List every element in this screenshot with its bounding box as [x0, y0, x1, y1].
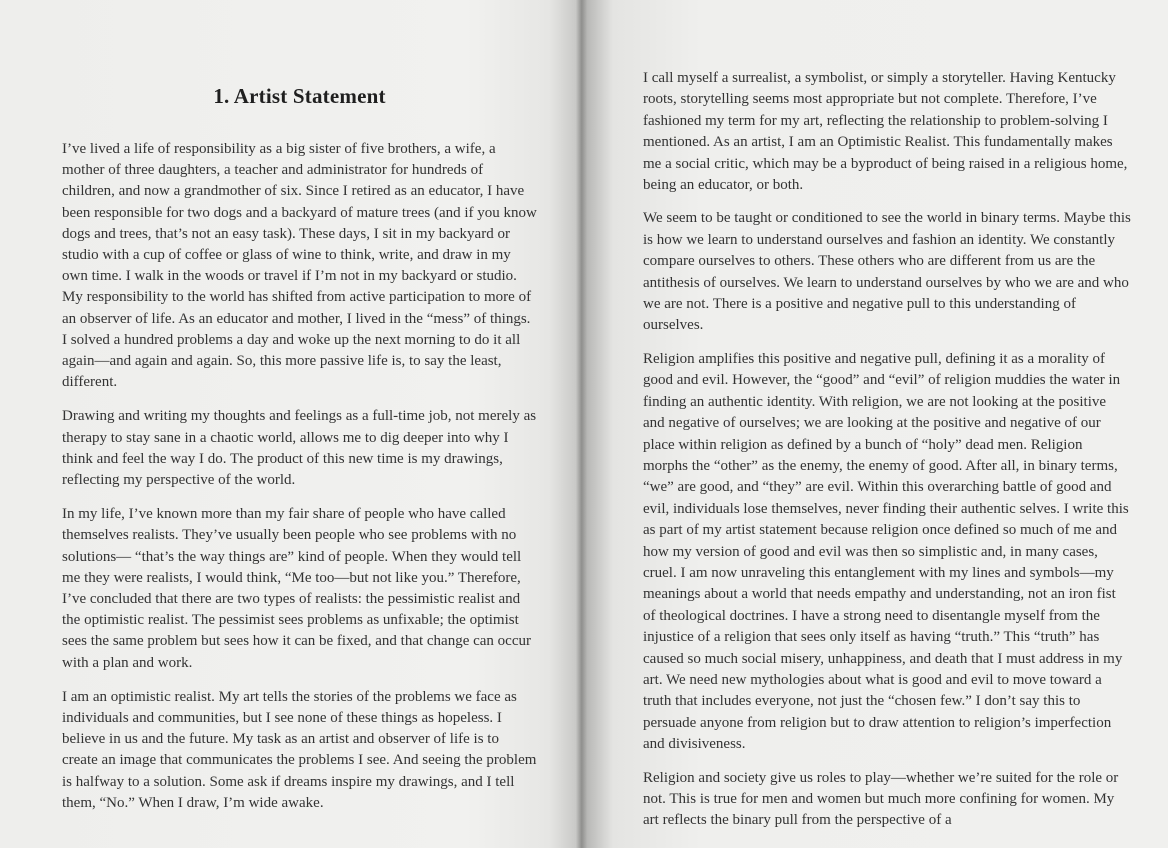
paragraph-optimistic-realist: I am an optimistic realist. My art tells the stories of the problems we face as individuals and communities, but I see none of these things as hopeless. I believe in us and the future. My task as an artist and observer of life is to create an image that communicates the problems I see. And seeing the problem is halfway to a solution. Some ask if dreams inspire my drawings, and I tell them, “No.” When I draw, I’m wide awake.: [62, 688, 537, 811]
paragraph-life-of-responsibility: I’ve lived a life of responsibility as a big sister of five brothers, a wife, a mother of three daughters, a teacher and administrator for hundreds of children, and now a grandmother of six. Since I retired as an educator, I have been responsible for two dogs and a backyard of mature trees (and if you know dogs and trees, that’s not an easy task). These days, I sit in my backyard or studio with a cup of coffee or glass of wine to think, write, and draw in my own time. I walk in the woods or travel if I’m not in my backyard or studio.: [62, 141, 537, 285]
paragraph-storyteller: I call myself a surrealist, a symbolist, or simply a storyteller. Having Kentucky roots, storytelling seems most appropriate but not complete. Therefore, I’ve fashioned my term for my art, reflecting the relationship to problem-solving I mentioned. As an artist, I am an Optimistic Realist. This fundamentally makes me a social critic, which may be a byproduct of being raised in a religious home, being an educator, or both.: [643, 70, 1128, 194]
paragraph-roles-to-play: Religion and society give us roles to play—whether we’re suited for the role or not. This is true for men and women but much more confining for women. My art reflects the binary pull from the perspective of a: [643, 769, 1119, 829]
right-page: [588, 0, 1168, 848]
left-page: [0, 0, 582, 848]
right-page-text: [643, 68, 1131, 844]
paragraph-observer-of-life: My responsibility to the world has shifted from active participation to more of an observer of life. As an educator and mother, I lived in the “mess” of things. I solved a hundred problems a day and woke up the next morning to do it all again—and again and again. So, this more passive life is, to say the least, different.: [62, 289, 532, 391]
paragraph-two-types-of-realists: In my life, I’ve known more than my fair share of people who have called themselves realists. They’ve usually been people who see problems with no solutions— “that’s the way things are” kind of people. When they would tell me they were realists, I would think, “Me too—but not like you.” Therefore, I’ve concluded that there are two types of realists: the pessimistic realist and the optimistic realist. The pessimist sees problems as unfixable; the optimist sees the same problem but sees how it can be fixed, and that change can occur with a plan and work.: [62, 506, 531, 671]
chapter-title: 1. Artist Statement: [213, 84, 386, 108]
paragraph-drawing-and-writing: Drawing and writing my thoughts and feelings as a full-time job, not merely as therapy to stay sane in a chaotic world, allows me to dig deeper into why I think and feel the way I do. The product of this new time is my drawings, reflecting my perspective of the world.: [62, 408, 537, 489]
paragraph-religion-morality: Religion amplifies this positive and negative pull, defining it as a morality of good and evil. However, the “good” and “evil” of religion muddies the water in finding an authentic identity. With religion, we are not looking at the positive and negative of ourselves; we are looking at the positive and negative of our place within religion as defined by a bunch of “holy” dead men. Religion morphs the “other” as the enemy, the enemy of good. After all, in binary terms, “we” are good, and “they” are evil. Within this overarching battle of good and evil, individuals lose themselves, never finding their authentic selves. I write this as part of my artist statement because religion once defined so much of me and how my version of good and evil was then so simplistic and, in many cases, cruel. I am now unraveling this entanglement with my lines and symbols—my meanings about a world that needs empathy and understanding, not an iron fist of theological doctrines. I have a strong need to disentangle myself from the injustice of a religion that sees only itself as having “truth.” This “truth” has caused so much social misery, unhappiness, and death that I must address in my art. We need new mythologies about what is good and evil to move toward a truth that includes everyone, not just the “chosen few.” I don’t say this to persuade anyone from religion but to draw attention to religion’s imperfection and divisiveness.: [643, 350, 1129, 753]
paragraph-binary-terms: We seem to be taught or conditioned to see the world in binary terms. Maybe this is how we learn to understand ourselves and fashion an identity. We constantly compare ourselves to others. These others who are different from us are the antithesis of ourselves. We learn to understand ourselves by who we are and who we are not. There is a positive and negative pull to this understanding of ourselves.: [643, 210, 1131, 334]
left-page-text: [62, 84, 537, 827]
